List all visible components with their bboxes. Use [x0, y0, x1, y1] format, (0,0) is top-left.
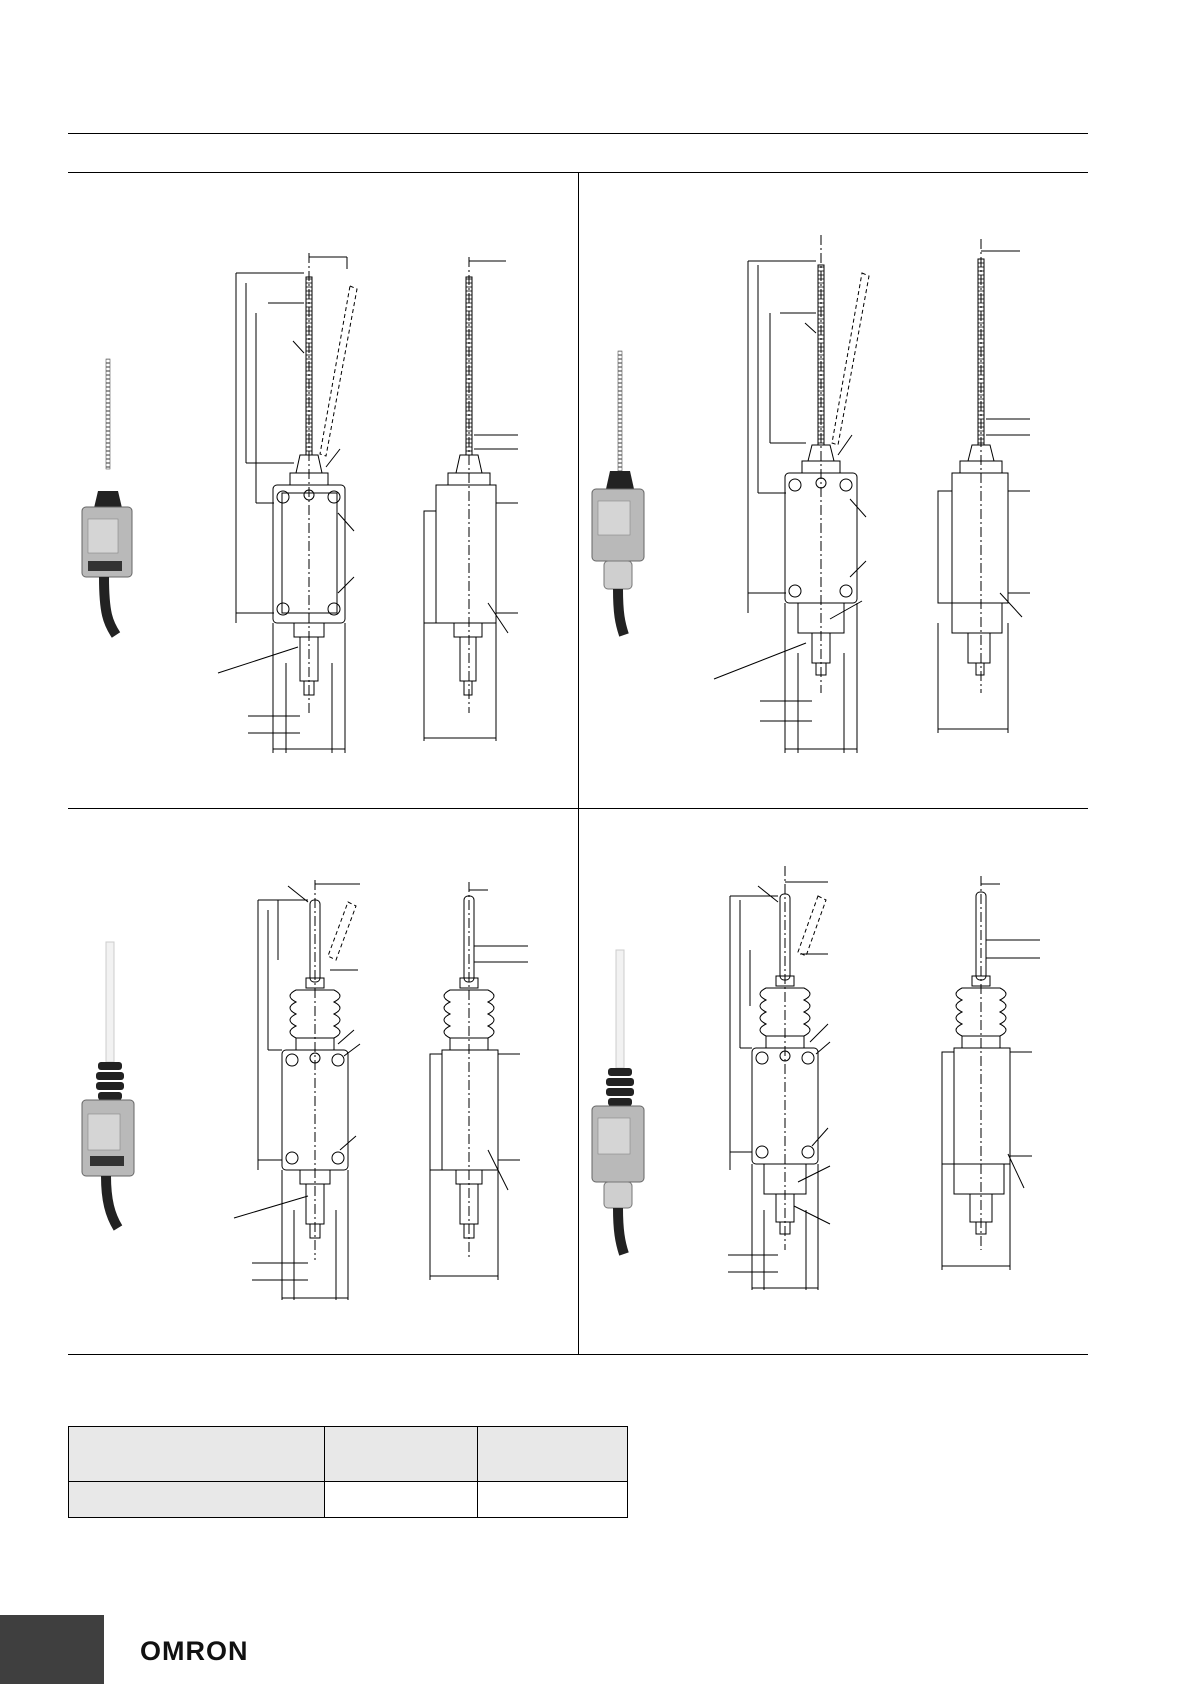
panel-plastic-rod-boot — [68, 810, 576, 1352]
side-view-drawing-boot-connector — [942, 876, 1040, 1270]
panel-spring-rod — [68, 173, 576, 807]
product-photo-spring — [82, 359, 132, 635]
drawing-spring-rod — [68, 173, 576, 807]
front-view-drawing-connector — [714, 235, 869, 753]
top-rule — [68, 133, 1088, 134]
table-header-row — [69, 1427, 628, 1482]
front-view-drawing — [218, 253, 357, 753]
side-view-drawing-boot — [430, 882, 528, 1280]
brand-logo: OMRON — [140, 1636, 249, 1666]
table-cell — [325, 1482, 478, 1518]
front-view-drawing-boot — [234, 880, 360, 1300]
drawing-spring-rod-connector — [580, 173, 1088, 807]
footer-tab — [0, 1615, 104, 1684]
table-cell — [478, 1482, 628, 1518]
spec-table — [68, 1426, 628, 1518]
panel-spring-rod-connector — [580, 173, 1088, 807]
side-view-drawing-connector — [938, 239, 1030, 733]
table-header-cell — [478, 1427, 628, 1482]
side-view-drawing — [424, 257, 518, 741]
drawing-plastic-rod-boot-connector — [580, 810, 1088, 1352]
table-row — [69, 1482, 628, 1518]
product-photo-plastic-boot — [82, 942, 134, 1228]
panel-plastic-rod-boot-connector — [580, 810, 1088, 1352]
drawing-plastic-rod-boot — [68, 810, 576, 1352]
product-photo-plastic-boot-connector — [592, 950, 644, 1254]
section-divider-vertical — [578, 172, 579, 1354]
table-header-cell — [325, 1427, 478, 1482]
table-header-cell — [69, 1427, 325, 1482]
front-view-drawing-boot-connector — [728, 866, 830, 1290]
product-photo-spring-connector — [592, 351, 644, 635]
section-rule-bottom — [68, 1354, 1088, 1355]
table-row-label-cell — [69, 1482, 325, 1518]
